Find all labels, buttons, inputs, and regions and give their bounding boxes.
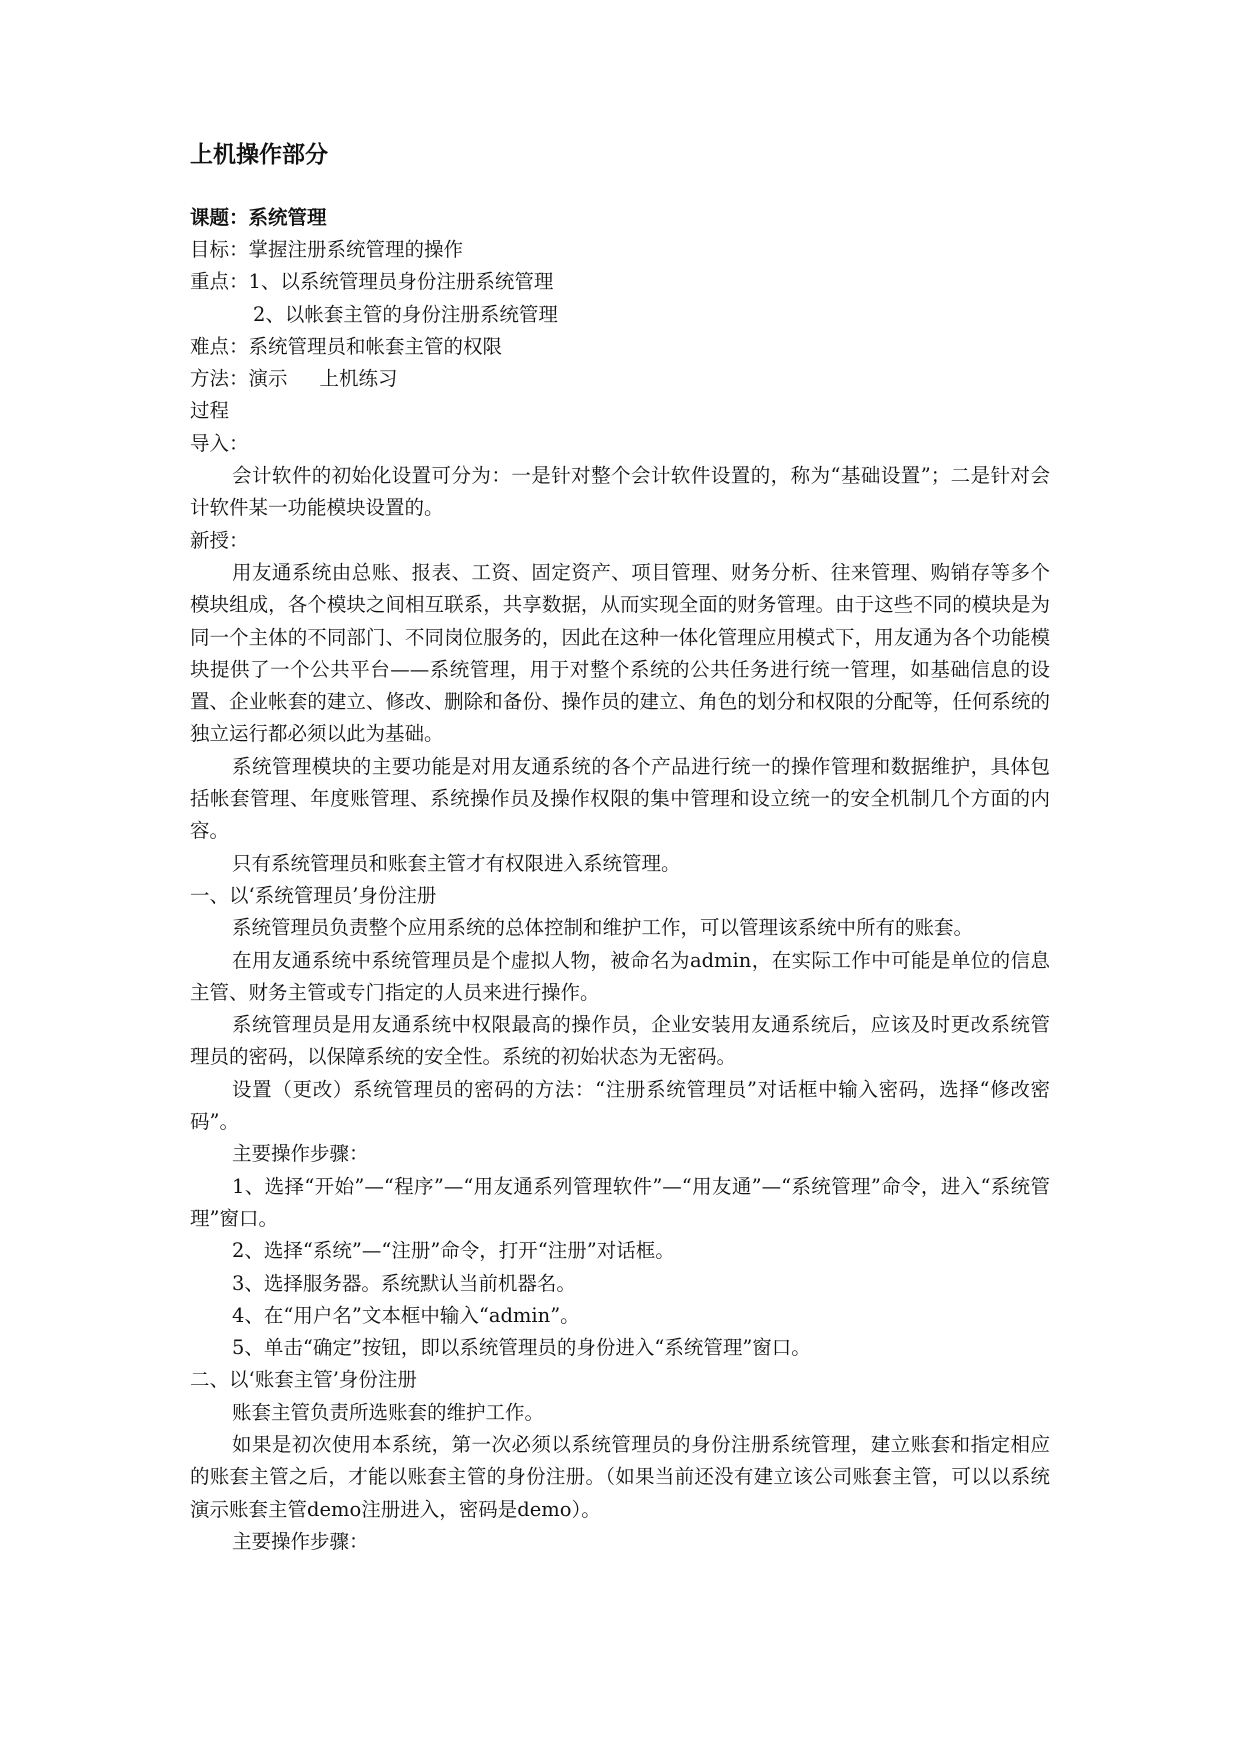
lesson-goal: 目标：掌握注册系统管理的操作: [190, 238, 464, 261]
admin-paragraph-4: 设置（更改）系统管理员的密码的方法：“注册系统管理员”对话框中输入密码，选择“修改密码”。: [190, 1077, 1050, 1134]
admin-steps-label: 主要操作步骤：: [232, 1142, 369, 1166]
key-point-1: 重点：1、以系统管理员身份注册系统管理: [190, 270, 554, 294]
admin-paragraph-2: 在用友通系统中系统管理员是个虚拟人物，被命名为admin，在实际工作中可能是单位的信息主管、财务主管或专门指定的人员来进行操作。: [190, 948, 1050, 1004]
admin-step-4: 4、在“用户名”文本框中输入“admin”。: [232, 1303, 580, 1327]
key-point-2: 2、以帐套主管的身份注册系统管理: [253, 302, 558, 326]
method-value: 上机练习: [319, 367, 398, 391]
section-heading-admin: 一、以‘系统管理员’身份注册: [190, 883, 437, 907]
admin-paragraph-3: 系统管理员是用友通系统中权限最高的操作员，企业安装用友通系统后，应该及时更改系统管理员的密码，以保障系统的安全性。系统的初始状态为无密码。: [190, 1013, 1050, 1069]
admin-paragraph-1: 系统管理员负责整个应用系统的总体控制和维护工作，可以管理该系统中所有的账套。: [232, 916, 974, 940]
document-page: [190, 140, 1050, 1558]
admin-step-2: 2、选择“系统”—“注册”命令，打开“注册”对话框。: [232, 1239, 675, 1263]
new-lesson-label: 新授：: [190, 528, 249, 552]
functions-paragraph: 系统管理模块的主要功能是对用友通系统的各个产品进行统一的操作管理和数据维护，具体包括帐套管理、年度账管理、系统操作员及操作权限的集中管理和设立统一的安全机制几个方面的内容。: [190, 754, 1050, 843]
lesson-difficulty: 难点：系统管理员和帐套主管的权限: [190, 334, 503, 358]
lesson-method: [190, 363, 1050, 395]
section-heading-supervisor: 二、以‘账套主管’身份注册: [190, 1368, 417, 1392]
intro-label: 导入：: [190, 431, 249, 455]
process-label: 过程: [190, 399, 230, 423]
method-label: 方法：演示: [190, 367, 288, 391]
overview-paragraph: 用友通系统由总账、报表、工资、固定资产、项目管理、财务分析、往来管理、购销存等多个模块组成，各个模块之间相互联系，共享数据，从而实现全面的财务管理。由于这些不同的模块是为同一个主体的不同部门、不同岗位服务的，因此在这种一体化管理应用模式下，用友通为各个功能模块提供了一个公共平台——系统管理，用于对整个系统的公共任务进行统一管理，如基础信息的设置、企业帐套的建立、修改、删除和备份、操作员的建立、角色的划分和权限的分配等，任何系统的独立运行都必须以此为基础。: [190, 560, 1050, 746]
admin-step-3: 3、选择服务器。系统默认当前机器名。: [232, 1271, 576, 1295]
lesson-subject: 课题：系统管理: [190, 206, 327, 229]
supervisor-paragraph-1: 账套主管负责所选账套的维护工作。: [232, 1400, 545, 1424]
admin-step-1: 1、选择“开始”—“程序”—“用友通系列管理软件”—“用友通”—“系统管理”命令，进入“系统管理”窗口。: [190, 1174, 1050, 1230]
supervisor-paragraph-2: 如果是初次使用本系统，第一次必须以系统管理员的身份注册系统管理，建立账套和指定相应的账套主管之后，才能以账套主管的身份注册。（如果当前还没有建立该公司账套主管，可以以系统演示账套主管demo注册进入，密码是demo）。: [190, 1432, 1050, 1521]
intro-paragraph: 会计软件的初始化设置可分为：一是针对整个会计软件设置的，称为“基础设置”；二是针对会计软件某一功能模块设置的。: [190, 464, 1050, 520]
access-paragraph: 只有系统管理员和账套主管才有权限进入系统管理。: [232, 851, 681, 875]
admin-step-5: 5、单击“确定”按钮，即以系统管理员的身份进入“系统管理”窗口。: [232, 1336, 811, 1360]
supervisor-steps-label: 主要操作步骤：: [232, 1529, 369, 1553]
page-title: 上机操作部分: [190, 142, 328, 168]
